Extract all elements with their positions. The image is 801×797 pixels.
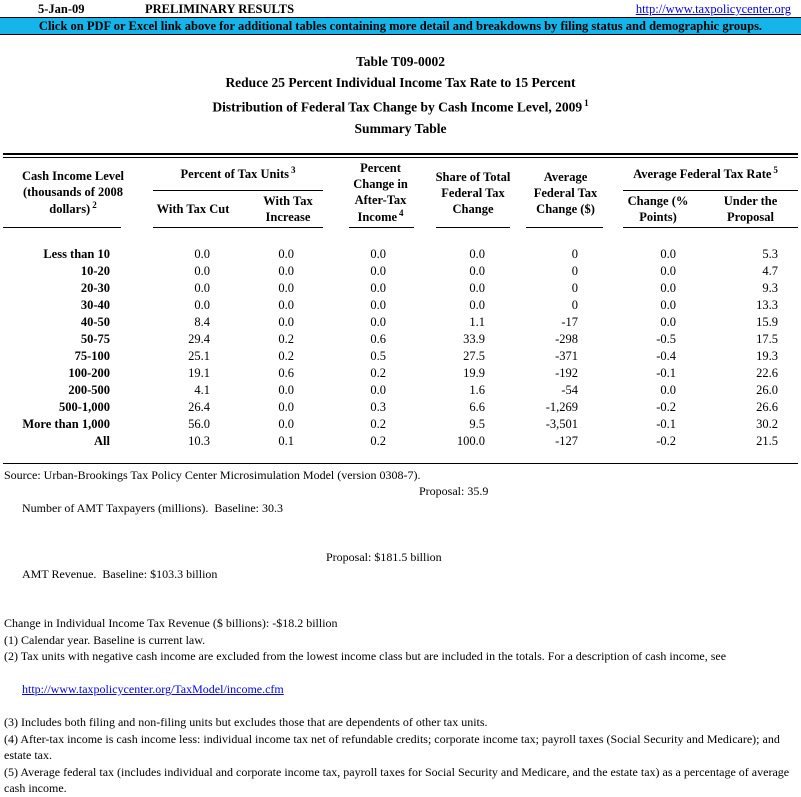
value-cell: 0.0 bbox=[194, 263, 210, 278]
value-cell: 0.0 bbox=[370, 297, 387, 312]
value-cell: -0.1 bbox=[656, 365, 677, 380]
footnote-4: (4) After-tax income is cash income less: individual income tax net of refundable credits; corporate income tax; payroll taxes (Social Security and Medicare); and estate tax. bbox=[4, 731, 783, 762]
table-row bbox=[3, 399, 798, 416]
value-cell: -0.2 bbox=[656, 433, 677, 448]
header-underline bbox=[3, 227, 121, 228]
value-cell: 0 bbox=[571, 297, 579, 312]
value-cell: 1.1 bbox=[469, 314, 486, 329]
footnote-1: (1) Calendar year. Baseline is current law. bbox=[4, 632, 206, 647]
value-cell: -0.4 bbox=[656, 348, 677, 363]
value-cell: 0.0 bbox=[660, 246, 677, 261]
footnote-ref-1: 1 bbox=[584, 98, 589, 108]
row-label: 10-20 bbox=[80, 263, 110, 278]
value-cell: 100.0 bbox=[456, 433, 486, 448]
value-cell: 26.4 bbox=[188, 399, 210, 414]
value-cell: 0.0 bbox=[278, 297, 295, 312]
value-cell: -127 bbox=[555, 433, 579, 448]
table-row bbox=[3, 297, 798, 314]
value-cell: -192 bbox=[555, 365, 579, 380]
value-cell: 0.2 bbox=[370, 365, 387, 380]
footnote-5: (5) Average federal tax (includes individual and corporate income tax, payroll taxes for Social Security and Medicare, and the estate tax) as a percentage of average cash income. bbox=[4, 764, 793, 795]
value-cell: 0.3 bbox=[370, 399, 387, 414]
value-cell: 0.0 bbox=[660, 280, 677, 295]
value-cell: 26.6 bbox=[756, 399, 779, 414]
col-header-share-of-total: Share of Total Federal Tax Change bbox=[428, 158, 518, 228]
table-row bbox=[3, 280, 798, 297]
value-cell: 0.0 bbox=[370, 314, 387, 329]
value-cell: -3,501 bbox=[545, 416, 579, 431]
value-cell: 0.0 bbox=[278, 314, 295, 329]
col-header-change-pct-points: Change (% Points) bbox=[613, 191, 703, 228]
row-label: 50-75 bbox=[80, 331, 110, 346]
footnote-2: (2) Tax units with negative cash income are excluded from the lowest income class but are included in the totals. For a description of cash income, see bbox=[4, 649, 727, 663]
row-label: 500-1,000 bbox=[58, 399, 110, 414]
footnote-ref-4: 4 bbox=[399, 207, 404, 218]
value-cell: 30.2 bbox=[756, 416, 779, 431]
value-cell: 0.0 bbox=[370, 263, 387, 278]
amt-taxpayers-note: Number of AMT Taxpayers (millions). Baseline: 30.3 Proposal: 35.9 bbox=[22, 484, 489, 515]
header-underline bbox=[436, 227, 510, 228]
table-number: Table T09-0002 bbox=[356, 54, 445, 69]
header-underline bbox=[243, 227, 323, 228]
value-cell: 0.1 bbox=[278, 433, 295, 448]
value-cell: 0.0 bbox=[278, 280, 295, 295]
value-cell: 29.4 bbox=[188, 331, 210, 346]
value-cell: 13.3 bbox=[756, 297, 779, 312]
value-cell: 0.2 bbox=[370, 433, 387, 448]
table-title: Reduce 25 Percent Individual Income Tax Rate to 15 Percent bbox=[225, 75, 576, 90]
value-cell: -17 bbox=[561, 314, 579, 329]
value-cell: 0.2 bbox=[278, 348, 295, 363]
row-label: 75-100 bbox=[74, 348, 110, 363]
value-cell: -298 bbox=[555, 331, 579, 346]
row-label: All bbox=[94, 433, 110, 448]
value-cell: 0.0 bbox=[660, 382, 677, 397]
value-cell: 19.3 bbox=[756, 348, 779, 363]
value-cell: -0.1 bbox=[656, 416, 677, 431]
value-cell: -0.5 bbox=[656, 331, 677, 346]
top-header bbox=[0, 0, 801, 17]
footnote-2-link-line bbox=[4, 665, 796, 715]
value-cell: 0 bbox=[571, 263, 579, 278]
value-cell: 0 bbox=[571, 280, 579, 295]
report-date: 5-Jan-09 bbox=[38, 2, 85, 16]
banner-text: Click on PDF or Excel link above for additional tables containing more detail and breakdowns by filing status and demographic groups. bbox=[38, 18, 763, 33]
header-underline bbox=[153, 227, 243, 228]
amt-taxpayers-proposal: Proposal: 35.9 bbox=[419, 484, 489, 498]
value-cell: 4.1 bbox=[194, 382, 210, 397]
value-cell: 0.0 bbox=[194, 297, 210, 312]
distribution-table bbox=[3, 158, 798, 463]
value-cell: 0.6 bbox=[370, 331, 387, 346]
value-cell: 1.6 bbox=[469, 382, 486, 397]
value-cell: 0.5 bbox=[370, 348, 387, 363]
col-header-with-tax-cut: With Tax Cut bbox=[143, 191, 243, 228]
value-cell: 56.0 bbox=[188, 416, 210, 431]
value-cell: 0.0 bbox=[469, 246, 486, 261]
table-bottom-rule bbox=[3, 463, 798, 464]
value-cell: 8.4 bbox=[194, 314, 210, 329]
value-cell: 10.3 bbox=[188, 433, 210, 448]
header-underline bbox=[526, 227, 603, 228]
value-cell: 0.0 bbox=[469, 263, 486, 278]
value-cell: 21.5 bbox=[756, 433, 779, 448]
value-cell: 25.1 bbox=[188, 348, 210, 363]
col-group-percent-tax-units: Percent of Tax Units $^3$ bbox=[143, 158, 333, 191]
value-cell: 0.0 bbox=[660, 314, 677, 329]
value-cell: 0.0 bbox=[278, 399, 295, 414]
header-underline bbox=[703, 227, 798, 228]
preliminary-results-label: PRELIMINARY RESULTS bbox=[145, 2, 295, 16]
value-cell: 0.6 bbox=[278, 365, 295, 380]
table-summary-label: Summary Table bbox=[354, 120, 447, 136]
value-cell: 0.0 bbox=[660, 297, 677, 312]
footnotes bbox=[4, 467, 796, 797]
row-label: 200-500 bbox=[68, 382, 110, 397]
value-cell: 0.2 bbox=[278, 331, 295, 346]
col-header-with-tax-increase: With Tax Increase bbox=[243, 191, 333, 228]
revenue-change-note: Change in Individual Income Tax Revenue ($ billions): -$18.2 billion bbox=[4, 616, 338, 630]
row-label: 20-30 bbox=[80, 280, 110, 295]
table-row bbox=[3, 433, 798, 463]
value-cell: 0.2 bbox=[370, 416, 387, 431]
table-row bbox=[3, 331, 798, 348]
col-group-avg-federal-tax-rate: Average Federal Tax Rate $^5$ bbox=[613, 158, 798, 191]
title-block bbox=[0, 51, 801, 139]
value-cell: 0.0 bbox=[278, 416, 295, 431]
footnote-3: (3) Includes both filing and non-filing units but excludes those that are dependents of other tax units. bbox=[4, 715, 488, 729]
value-cell: 6.6 bbox=[469, 399, 486, 414]
row-label: More than 1,000 bbox=[22, 416, 110, 431]
value-cell: 0.0 bbox=[469, 297, 486, 312]
table-row bbox=[3, 263, 798, 280]
table-row bbox=[3, 365, 798, 382]
header-underline bbox=[349, 227, 414, 228]
value-cell: 26.0 bbox=[756, 382, 779, 397]
table-row bbox=[3, 382, 798, 399]
row-label: Less than 10 bbox=[43, 246, 110, 261]
source-note: Source: Urban-Brookings Tax Policy Center Microsimulation Model (version 0308-7). bbox=[4, 467, 421, 482]
value-cell: 0.0 bbox=[469, 280, 486, 295]
value-cell: 19.9 bbox=[463, 365, 486, 380]
value-cell: -0.2 bbox=[656, 399, 677, 414]
value-cell: 0.0 bbox=[194, 280, 210, 295]
value-cell: 0.0 bbox=[194, 246, 210, 261]
footnote-ref-3: 3 bbox=[290, 165, 296, 176]
col-header-under-the-proposal: Under the Proposal bbox=[703, 191, 798, 228]
table-row bbox=[3, 416, 798, 433]
col-header-pct-change-after-tax-income: Percent Change in After-Tax Income $^4$ bbox=[333, 158, 428, 228]
value-cell: 15.9 bbox=[756, 314, 779, 329]
amt-revenue-note: AMT Revenue. Baseline: $103.3 billion Proposal: $181.5 billion bbox=[22, 550, 442, 581]
value-cell: 9.3 bbox=[762, 280, 779, 295]
value-cell: 0.0 bbox=[370, 382, 387, 397]
info-banner bbox=[0, 17, 801, 35]
value-cell: -54 bbox=[561, 382, 579, 397]
value-cell: 27.5 bbox=[463, 348, 486, 363]
value-cell: 22.6 bbox=[756, 365, 779, 380]
value-cell: 0.0 bbox=[278, 246, 295, 261]
value-cell: 9.5 bbox=[469, 416, 486, 431]
value-cell: 0 bbox=[571, 246, 579, 261]
income-definition-link[interactable]: http://www.taxpolicycenter.org/TaxModel/income.cfm bbox=[22, 682, 284, 696]
row-label: 100-200 bbox=[68, 365, 110, 380]
value-cell: 0.0 bbox=[370, 246, 387, 261]
value-cell: 17.5 bbox=[756, 331, 779, 346]
table-row bbox=[3, 348, 798, 365]
table-row bbox=[3, 228, 798, 263]
col-header-cash-income: Cash Income Level (thousands of 2008 dollars) $^2$ bbox=[3, 158, 143, 228]
col-header-avg-federal-tax-change: Average Federal Tax Change ($) bbox=[518, 158, 613, 228]
value-cell: 0.0 bbox=[278, 263, 295, 278]
table-subtitle: Distribution of Federal Tax Change by Cash Income Level, 2009 $^1$ bbox=[212, 98, 589, 115]
table-row bbox=[3, 314, 798, 331]
footnote-ref-2: 2 bbox=[92, 199, 97, 210]
value-cell: -1,269 bbox=[545, 399, 579, 414]
footnote-ref-5: 5 bbox=[773, 165, 778, 176]
value-cell: 33.9 bbox=[463, 331, 486, 346]
value-cell: 0.0 bbox=[278, 382, 295, 397]
value-cell: 0.0 bbox=[370, 280, 387, 295]
header-underline bbox=[623, 227, 703, 228]
row-label: 40-50 bbox=[80, 314, 110, 329]
value-cell: 4.7 bbox=[762, 263, 779, 278]
row-label: 30-40 bbox=[80, 297, 110, 312]
value-cell: 0.0 bbox=[660, 263, 677, 278]
value-cell: -371 bbox=[555, 348, 579, 363]
amt-revenue-proposal: Proposal: $181.5 billion bbox=[326, 550, 442, 564]
taxpolicycenter-link[interactable]: http://www.taxpolicycenter.org bbox=[635, 2, 791, 16]
value-cell: 5.3 bbox=[762, 246, 779, 261]
value-cell: 19.1 bbox=[188, 365, 210, 380]
